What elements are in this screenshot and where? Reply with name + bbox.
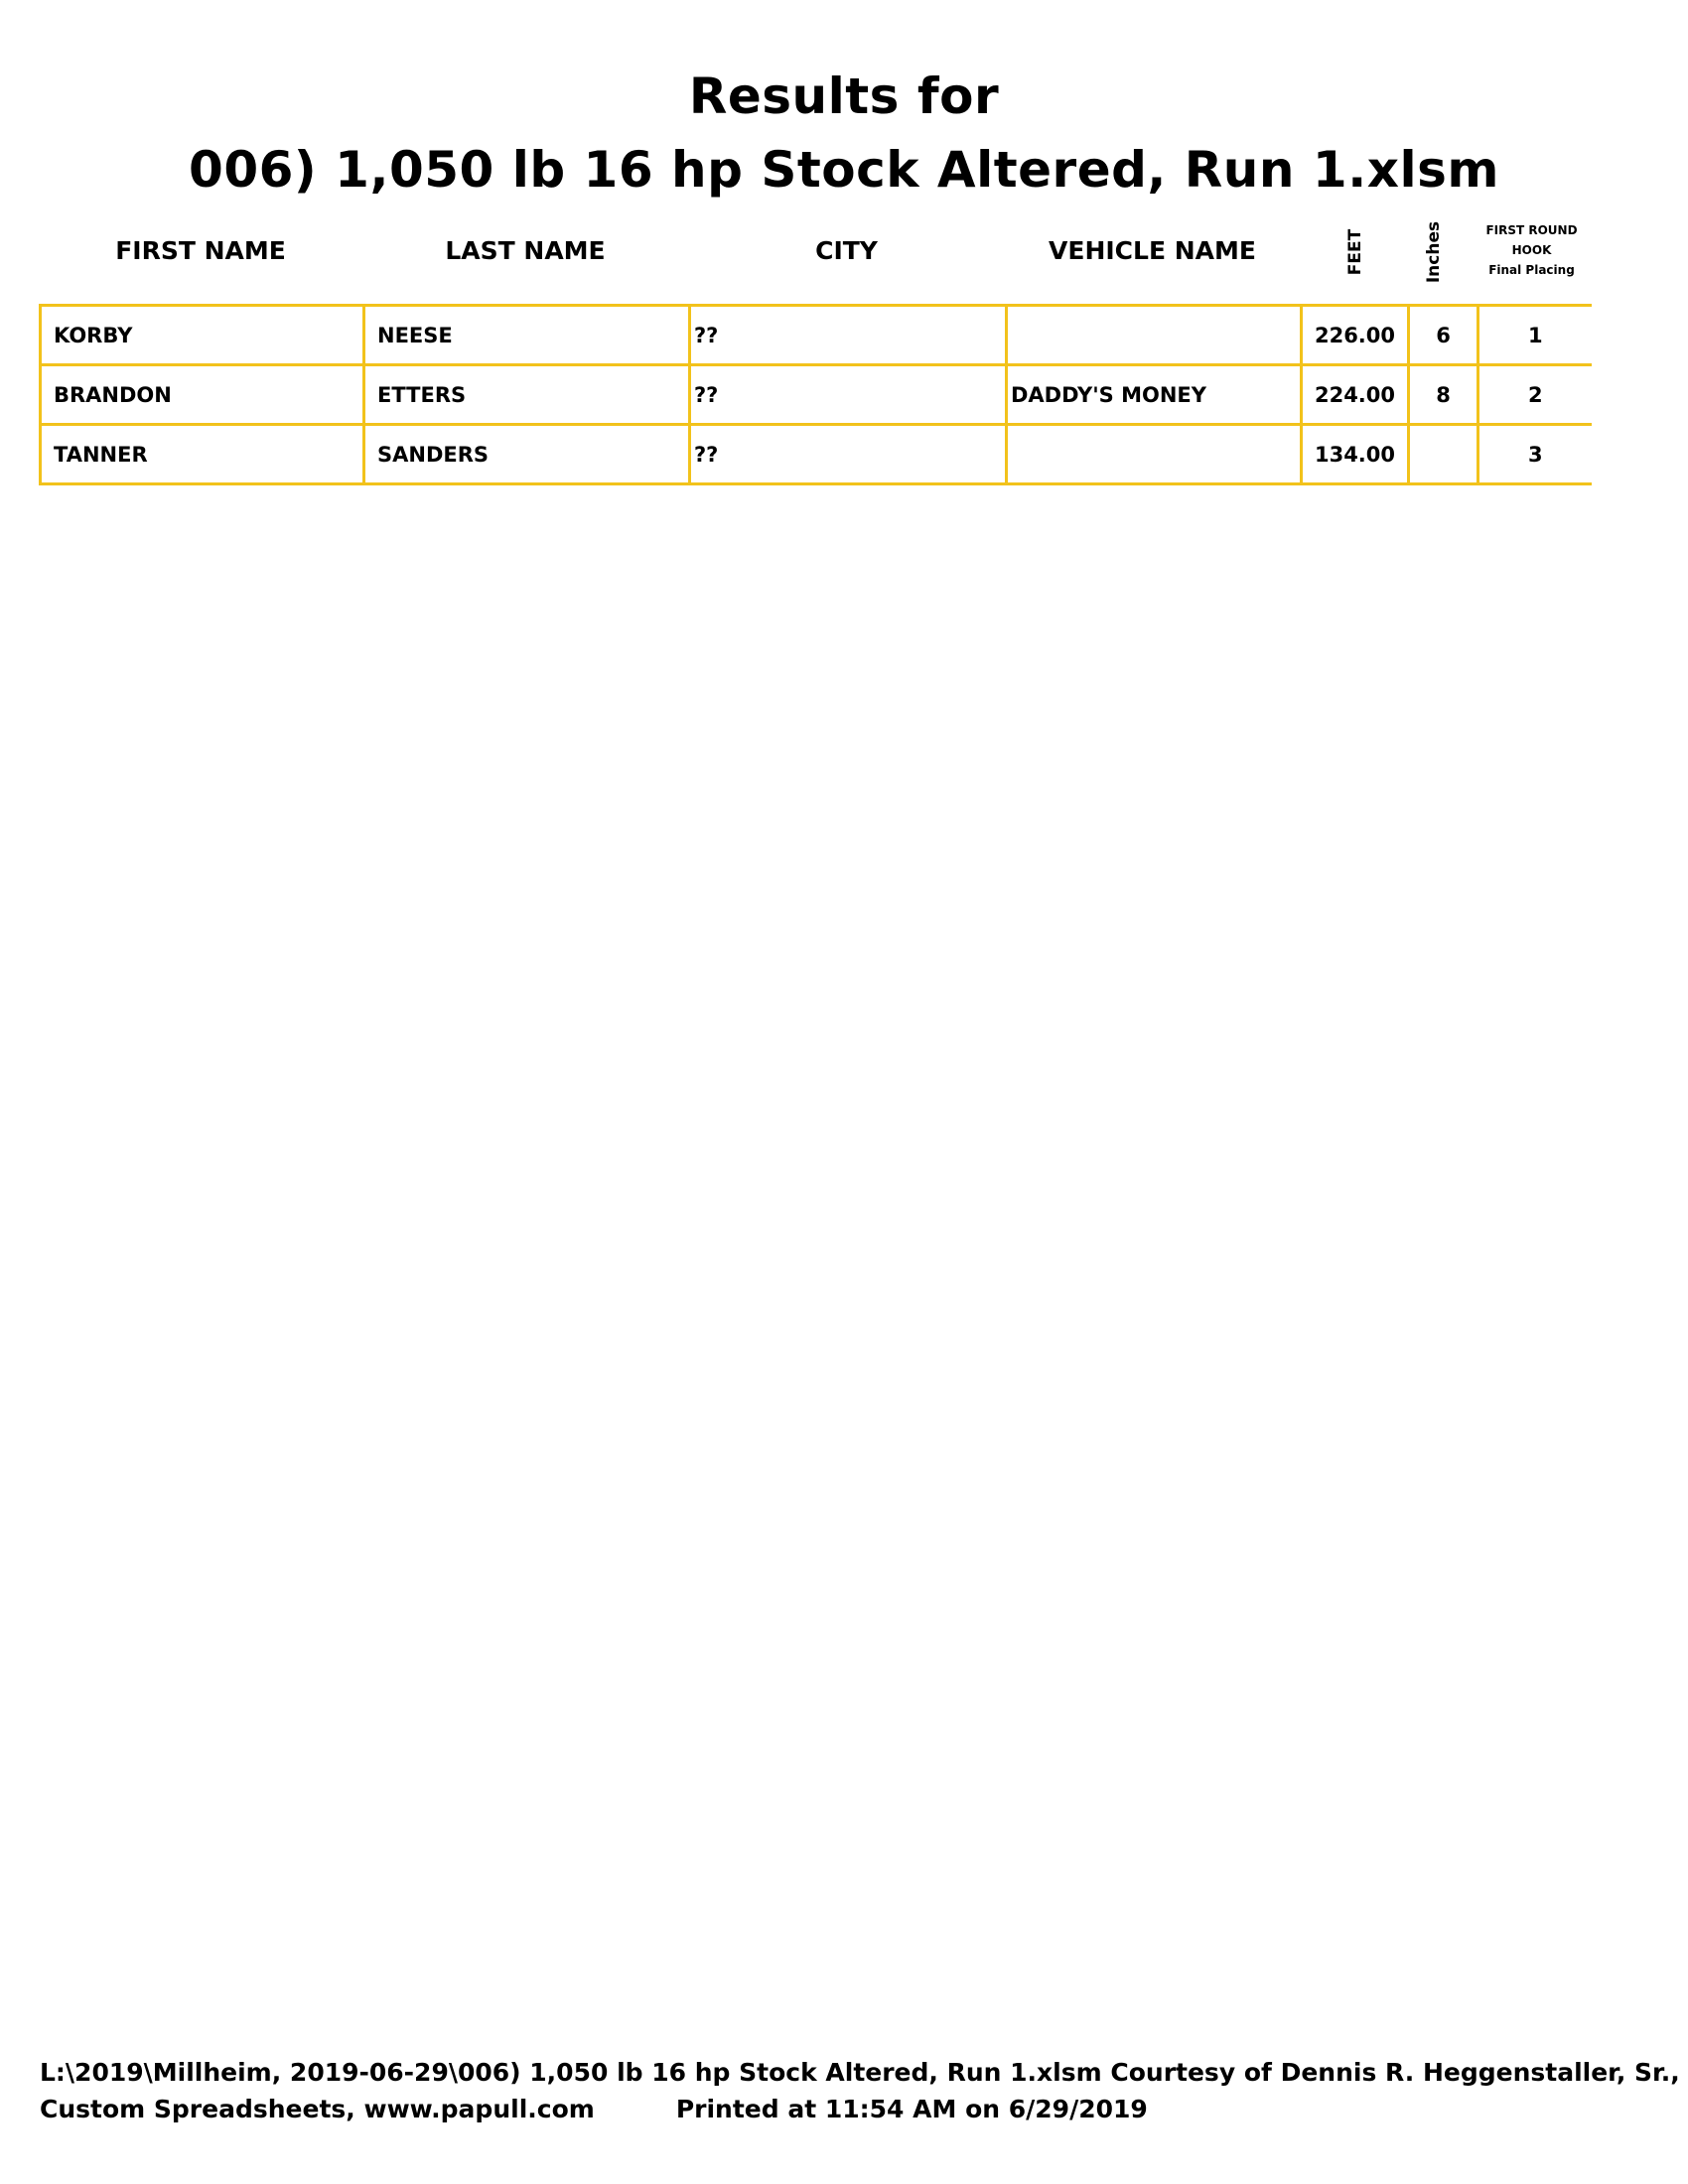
footer-printed-time: Printed at 11:54 AM on 6/29/2019 bbox=[675, 2095, 1148, 2123]
cell-inches bbox=[1409, 425, 1478, 484]
header-vehicle-name: VEHICLE NAME bbox=[1049, 236, 1256, 265]
cell-last-name: SANDERS bbox=[364, 425, 690, 484]
header-city: CITY bbox=[815, 236, 878, 265]
results-table bbox=[39, 304, 1592, 485]
cell-city: ?? bbox=[690, 306, 1007, 365]
header-placing-line1: FIRST ROUND bbox=[1485, 223, 1578, 237]
cell-placing: 2 bbox=[1478, 365, 1592, 425]
table-row bbox=[41, 365, 1592, 425]
cell-inches: 6 bbox=[1409, 306, 1478, 365]
footer-file-path: L:\2019\Millheim, 2019-06-29\006) 1,050 lb 16 hp Stock Altered, Run 1.xlsm Courtesy of Dennis R. Heggenstaller, Sr., bbox=[40, 2058, 1680, 2087]
header-first-name: FIRST NAME bbox=[115, 236, 286, 265]
cell-vehicle-name bbox=[1007, 306, 1302, 365]
cell-first-name: TANNER bbox=[41, 425, 364, 484]
page-title: Results for bbox=[688, 68, 1000, 125]
cell-vehicle-name: DADDY'S MONEY bbox=[1007, 365, 1302, 425]
cell-city: ?? bbox=[690, 425, 1007, 484]
cell-city: ?? bbox=[690, 365, 1007, 425]
cell-feet: 226.00 bbox=[1302, 306, 1409, 365]
cell-inches: 8 bbox=[1409, 365, 1478, 425]
header-feet: FEET bbox=[1345, 228, 1365, 276]
table-row bbox=[41, 306, 1592, 365]
cell-placing: 3 bbox=[1478, 425, 1592, 484]
cell-last-name: ETTERS bbox=[364, 365, 690, 425]
cell-vehicle-name bbox=[1007, 425, 1302, 484]
cell-last-name: NEESE bbox=[364, 306, 690, 365]
cell-first-name: BRANDON bbox=[41, 365, 364, 425]
cell-feet: 134.00 bbox=[1302, 425, 1409, 484]
header-final-placing bbox=[1474, 220, 1590, 280]
header-last-name: LAST NAME bbox=[445, 236, 606, 265]
table-row bbox=[41, 425, 1592, 484]
header-placing-line3: Final Placing bbox=[1488, 263, 1575, 277]
footer-credits bbox=[40, 2095, 1148, 2123]
cell-placing: 1 bbox=[1478, 306, 1592, 365]
cell-first-name: KORBY bbox=[41, 306, 364, 365]
header-inches: Inches bbox=[1424, 220, 1444, 284]
cell-feet: 224.00 bbox=[1302, 365, 1409, 425]
page-subtitle: 006) 1,050 lb 16 hp Stock Altered, Run 1.xlsm bbox=[189, 141, 1499, 199]
footer-website: Custom Spreadsheets, www.papull.com bbox=[40, 2095, 595, 2123]
header-placing-line2: HOOK bbox=[1511, 243, 1552, 257]
